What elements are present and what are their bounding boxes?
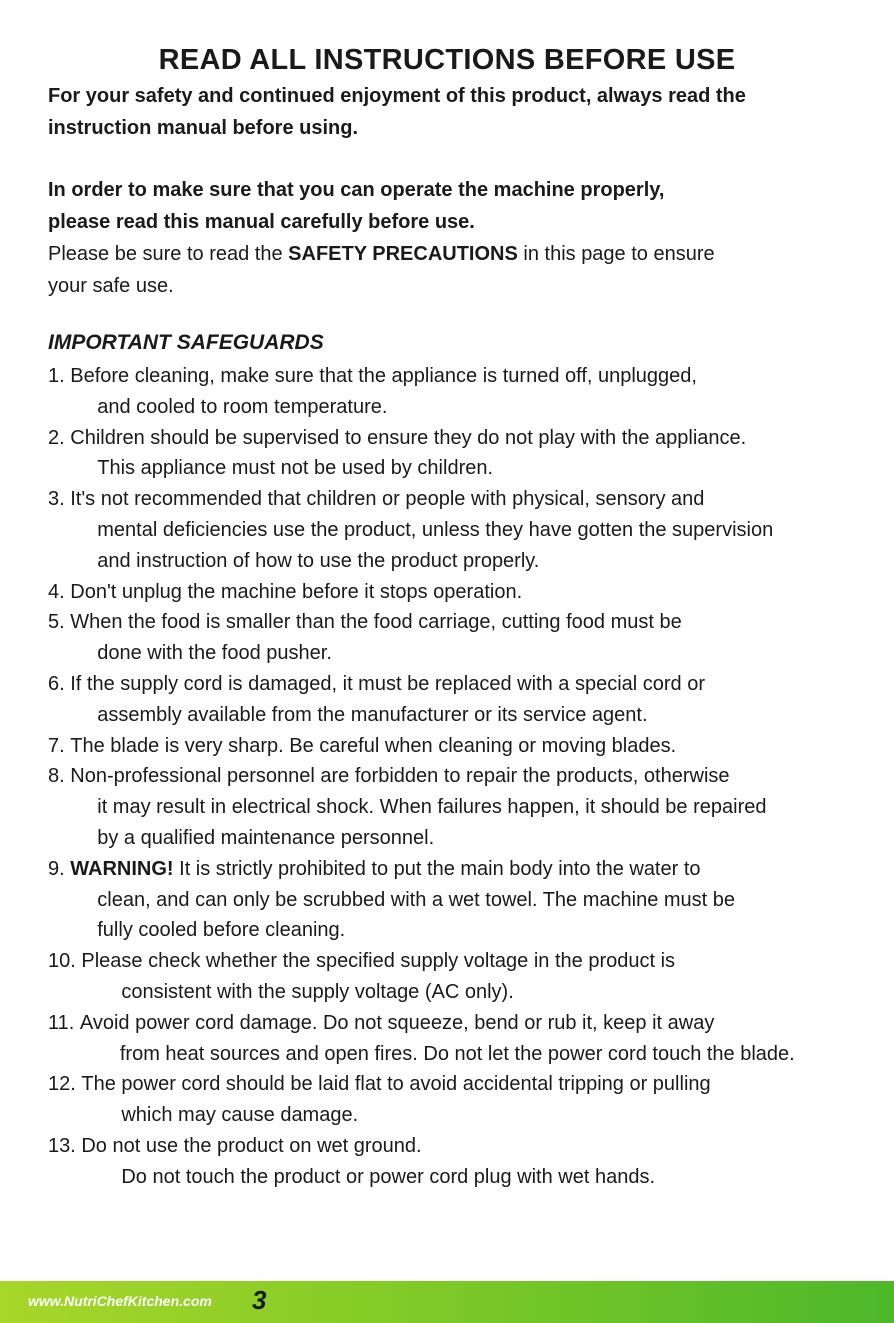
safeguard-number: 5. bbox=[48, 611, 71, 634]
safeguard-line: The power cord should be laid flat to avoid accidental tripping or pulling bbox=[81, 1073, 711, 1096]
safeguard-line: mental deficiencies use the product, unless they have gotten the supervision bbox=[97, 518, 774, 541]
safeguard-number: 3. bbox=[48, 488, 71, 511]
page-title: READ ALL INSTRUCTIONS BEFORE USE bbox=[158, 44, 736, 76]
safeguard-text: It is strictly prohibited to put the main body into the water to bbox=[173, 857, 701, 880]
warning-label: WARNING! bbox=[70, 857, 174, 880]
safeguard-line: it may result in electrical shock. When failures happen, it should be repaired bbox=[97, 796, 767, 819]
intro-line: please read this manual carefully before use. bbox=[48, 211, 475, 233]
safeguard-line: fully cooled before cleaning. bbox=[97, 919, 346, 942]
safeguard-number: 9. bbox=[48, 857, 71, 880]
safeguard-line: consistent with the supply voltage (AC only). bbox=[121, 980, 514, 1003]
safeguard-line: It's not recommended that children or people with physical, sensory and bbox=[70, 488, 705, 511]
intro-text: in this page to ensure bbox=[517, 243, 715, 265]
safeguard-number: 1. bbox=[48, 365, 71, 387]
safeguard-item bbox=[48, 577, 878, 608]
safeguard-line: This appliance must not be used by children. bbox=[97, 457, 494, 480]
page-number: 3 bbox=[252, 1285, 267, 1315]
intro-text: Please be sure to read the bbox=[48, 243, 289, 265]
safeguard-line: Do not touch the product or power cord plug with wet hands. bbox=[121, 1165, 656, 1188]
safeguard-line: The blade is very sharp. Be careful when cleaning or moving blades. bbox=[70, 734, 677, 757]
intro-line bbox=[48, 238, 868, 270]
website-url[interactable]: www.NutriChefKitchen.com bbox=[28, 1293, 212, 1309]
safeguard-number: 4. bbox=[48, 580, 71, 603]
safeguard-item bbox=[48, 669, 878, 731]
safeguard-item bbox=[48, 946, 878, 1008]
safeguard-item bbox=[48, 761, 878, 853]
safeguard-item bbox=[48, 731, 878, 762]
safeguard-number: 12. bbox=[48, 1073, 82, 1096]
safeguard-line: from heat sources and open fires. Do not let the power cord touch the blade. bbox=[119, 1042, 795, 1065]
safeguard-line: Children should be supervised to ensure they do not play with the appliance. bbox=[70, 426, 747, 449]
safeguards-list bbox=[48, 361, 878, 1193]
safeguard-number: 13. bbox=[48, 1134, 82, 1157]
safeguard-number: 8. bbox=[48, 765, 71, 788]
intro-line: instruction manual before using. bbox=[48, 117, 359, 139]
safeguards-heading: IMPORTANT SAFEGUARDS bbox=[48, 331, 324, 354]
safeguard-item bbox=[48, 1131, 878, 1193]
safeguard-line: assembly available from the manufacturer or its service agent. bbox=[97, 703, 648, 726]
safeguard-line bbox=[70, 854, 878, 885]
safeguard-line: done with the food pusher. bbox=[97, 642, 332, 665]
intro-line: your safe use. bbox=[48, 275, 174, 297]
footer-bar bbox=[0, 1281, 894, 1323]
safeguard-line: by a qualified maintenance personnel. bbox=[97, 826, 435, 849]
safeguard-line: Do not use the product on wet ground. bbox=[81, 1134, 422, 1157]
safeguard-number: 7. bbox=[48, 734, 71, 757]
safeguard-line: clean, and can only be scrubbed with a wet towel. The machine must be bbox=[97, 888, 736, 911]
safeguard-item bbox=[48, 423, 878, 485]
safeguard-item bbox=[48, 854, 878, 946]
safeguard-item bbox=[48, 1008, 878, 1070]
safeguard-line: Non-professional personnel are forbidden to repair the products, otherwise bbox=[70, 765, 730, 788]
safety-precautions-emphasis: SAFETY PRECAUTIONS bbox=[288, 243, 518, 265]
safeguard-number: 11. bbox=[48, 1011, 80, 1034]
safeguard-number: 10. bbox=[48, 950, 82, 973]
safeguard-item bbox=[48, 1069, 878, 1131]
safeguard-item bbox=[48, 484, 878, 576]
safeguard-line: which may cause damage. bbox=[121, 1104, 359, 1127]
safeguard-item bbox=[48, 607, 878, 669]
safeguard-line: and cooled to room temperature. bbox=[97, 395, 388, 418]
safeguard-line: If the supply cord is damaged, it must be replaced with a special cord or bbox=[70, 672, 706, 695]
safeguard-number: 6. bbox=[48, 672, 71, 695]
safeguard-line: and instruction of how to use the product properly. bbox=[97, 549, 540, 572]
safeguard-line: Avoid power cord damage. Do not squeeze, bend or rub it, keep it away bbox=[79, 1011, 715, 1034]
safeguard-line: Don't unplug the machine before it stops operation. bbox=[70, 580, 523, 603]
safeguard-item bbox=[48, 361, 878, 423]
safeguard-line: When the food is smaller than the food carriage, cutting food must be bbox=[70, 611, 682, 634]
intro-section bbox=[48, 80, 868, 302]
safeguard-line: Please check whether the specified supply voltage in the product is bbox=[81, 950, 676, 973]
safeguard-number: 2. bbox=[48, 426, 71, 449]
intro-line: For your safety and continued enjoyment of this product, always read the bbox=[48, 85, 746, 107]
intro-line: In order to make sure that you can operate the machine properly, bbox=[48, 179, 665, 201]
safeguard-line: Before cleaning, make sure that the appliance is turned off, unplugged, bbox=[70, 365, 697, 387]
